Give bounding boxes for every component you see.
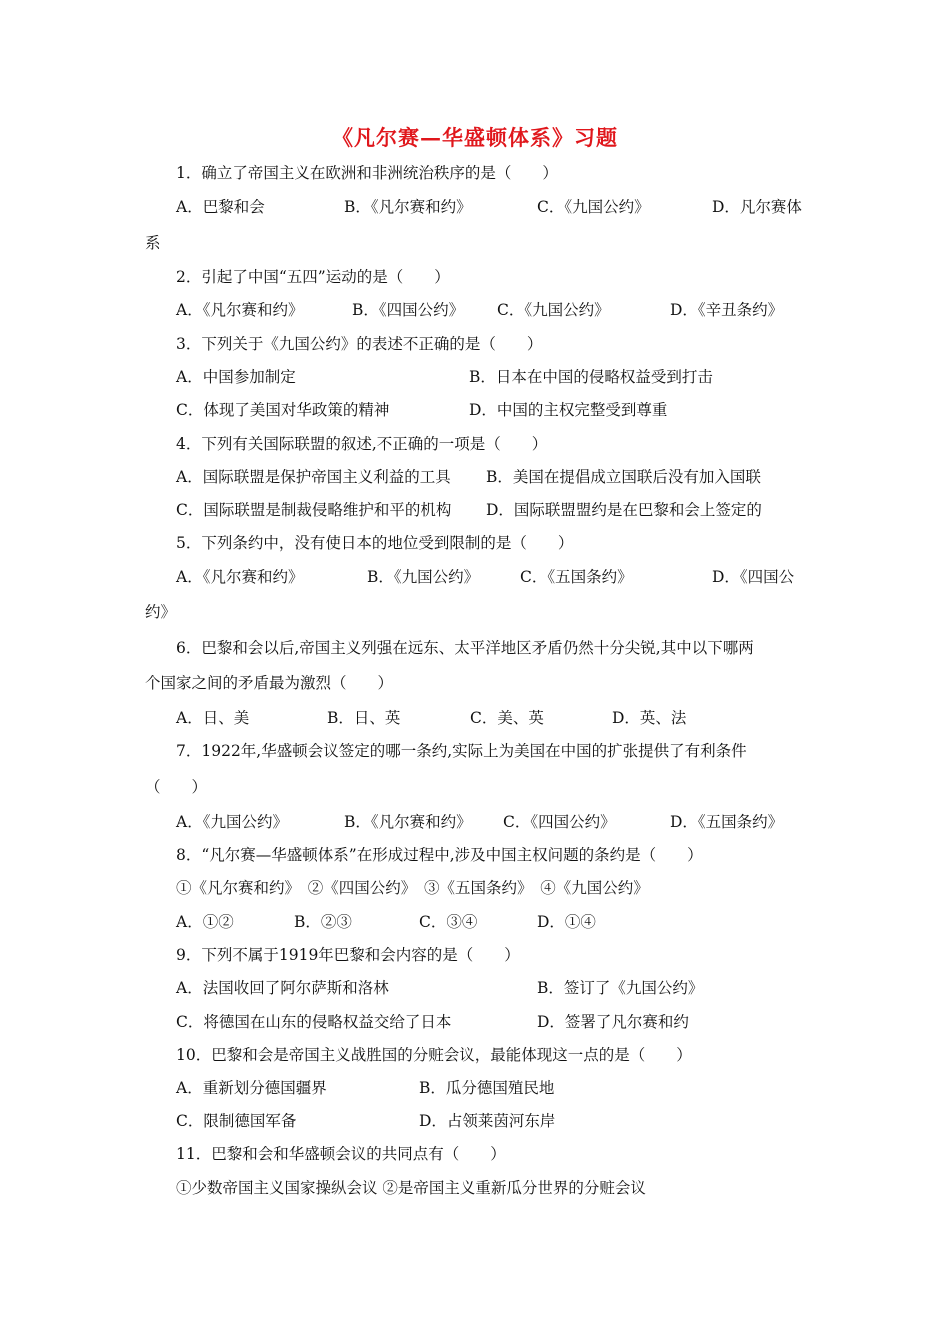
- question-5-option-a: A．《凡尔赛和约》: [176, 568, 304, 586]
- question-10-option-b: B．瓜分德国殖民地: [419, 1079, 555, 1097]
- question-10-option-d: D．占领莱茵河东岸: [419, 1112, 556, 1130]
- question-1-option-c: C．《九国公约》: [537, 198, 650, 216]
- question-6-option-a: A．日、美: [176, 709, 250, 727]
- question-6-stem-cont: 个国家之间的矛盾最为激烈（ ）: [145, 674, 394, 692]
- question-4-option-a: A．国际联盟是保护帝国主义利益的工具: [176, 468, 451, 486]
- question-8-option-a: A．①②: [176, 913, 234, 931]
- question-11-stem: 11．巴黎和会和华盛顿会议的共同点有（ ）: [176, 1145, 506, 1163]
- question-8-stem: 8．“凡尔赛—华盛顿体系”在形成过程中,涉及中国主权问题的条约是（ ）: [176, 846, 703, 864]
- question-9-option-a: A．法国收回了阿尔萨斯和洛林: [176, 979, 389, 997]
- question-4-option-d: D．国际联盟盟约是在巴黎和会上签定的: [486, 501, 762, 519]
- question-1-option-b: B．《凡尔赛和约》: [344, 198, 472, 216]
- question-8-option-d: D．①④: [537, 913, 596, 931]
- question-3-option-a: A．中国参加制定: [176, 368, 296, 386]
- question-10-stem: 10．巴黎和会是帝国主义战胜国的分赃会议，最能体现这一点的是（ ）: [176, 1046, 692, 1064]
- question-4-option-c: C．国际联盟是制裁侵略维护和平的机构: [176, 501, 452, 519]
- question-8-option-b: B．②③: [294, 913, 352, 931]
- question-7-stem-cont: （ ）: [145, 778, 208, 796]
- question-5-option-b: B．《九国公约》: [367, 568, 480, 586]
- question-4-option-b: B．美国在提倡成立国联后没有加入国联: [486, 468, 761, 486]
- question-1-option-d: D．凡尔赛体: [712, 198, 802, 216]
- page-title: 《凡尔赛—华盛顿体系》习题: [332, 125, 618, 150]
- question-8-items: ①《凡尔赛和约》 ②《四国公约》 ③《五国条约》 ④《九国公约》: [176, 879, 649, 897]
- question-9-option-b: B．签订了《九国公约》: [537, 979, 704, 997]
- question-6-option-b: B．日、英: [327, 709, 401, 727]
- question-10-option-a: A．重新划分德国疆界: [176, 1079, 327, 1097]
- question-11-items: ①少数帝国主义国家操纵会议 ②是帝国主义重新瓜分世界的分赃会议: [176, 1179, 646, 1197]
- question-6-option-c: C．美、英: [470, 709, 544, 727]
- question-6-stem: 6．巴黎和会以后,帝国主义列强在远东、太平洋地区矛盾仍然十分尖锐,其中以下哪两: [176, 639, 754, 657]
- question-2-option-c: C．《九国公约》: [497, 301, 610, 319]
- question-1-option-d-cont: 系: [145, 234, 161, 252]
- question-2-stem: 2．引起了中国“五四”运动的是（ ）: [176, 268, 450, 286]
- question-5-option-c: C．《五国条约》: [520, 568, 633, 586]
- question-9-option-c: C．将德国在山东的侵略权益交给了日本: [176, 1013, 452, 1031]
- question-9-stem: 9．下列不属于1919年巴黎和会内容的是（ ）: [176, 946, 520, 964]
- question-7-option-d: D．《五国条约》: [670, 813, 784, 831]
- question-3-stem: 3．下列关于《九国公约》的表述不正确的是（ ）: [176, 335, 543, 353]
- question-4-stem: 4．下列有关国际联盟的叙述,不正确的一项是（ ）: [176, 435, 548, 453]
- question-10-option-c: C．限制德国军备: [176, 1112, 297, 1130]
- question-6-option-d: D．英、法: [612, 709, 687, 727]
- question-1-stem: 1．确立了帝国主义在欧洲和非洲统治秩序的是（ ）: [176, 164, 558, 182]
- question-5-option-d-cont: 约》: [145, 603, 177, 621]
- question-1-option-a: A．巴黎和会: [176, 198, 265, 216]
- question-2-option-b: B．《四国公约》: [352, 301, 465, 319]
- question-3-option-b: B．日本在中国的侵略权益受到打击: [469, 368, 713, 386]
- question-7-option-a: A．《九国公约》: [176, 813, 288, 831]
- question-7-option-c: C．《四国公约》: [503, 813, 616, 831]
- question-2-option-d: D．《辛丑条约》: [670, 301, 784, 319]
- question-2-option-a: A．《凡尔赛和约》: [176, 301, 304, 319]
- question-8-option-c: C．③④: [419, 913, 478, 931]
- question-5-option-d: D．《四国公: [712, 568, 795, 586]
- question-3-option-d: D．中国的主权完整受到尊重: [469, 401, 668, 419]
- question-9-option-d: D．签署了凡尔赛和约: [537, 1013, 689, 1031]
- question-7-stem: 7．1922年,华盛顿会议签定的哪一条约,实际上为美国在中国的扩张提供了有利条件: [176, 742, 747, 760]
- question-3-option-c: C．体现了美国对华政策的精神: [176, 401, 390, 419]
- question-7-option-b: B．《凡尔赛和约》: [344, 813, 472, 831]
- question-5-stem: 5．下列条约中，没有使日本的地位受到限制的是（ ）: [176, 534, 574, 552]
